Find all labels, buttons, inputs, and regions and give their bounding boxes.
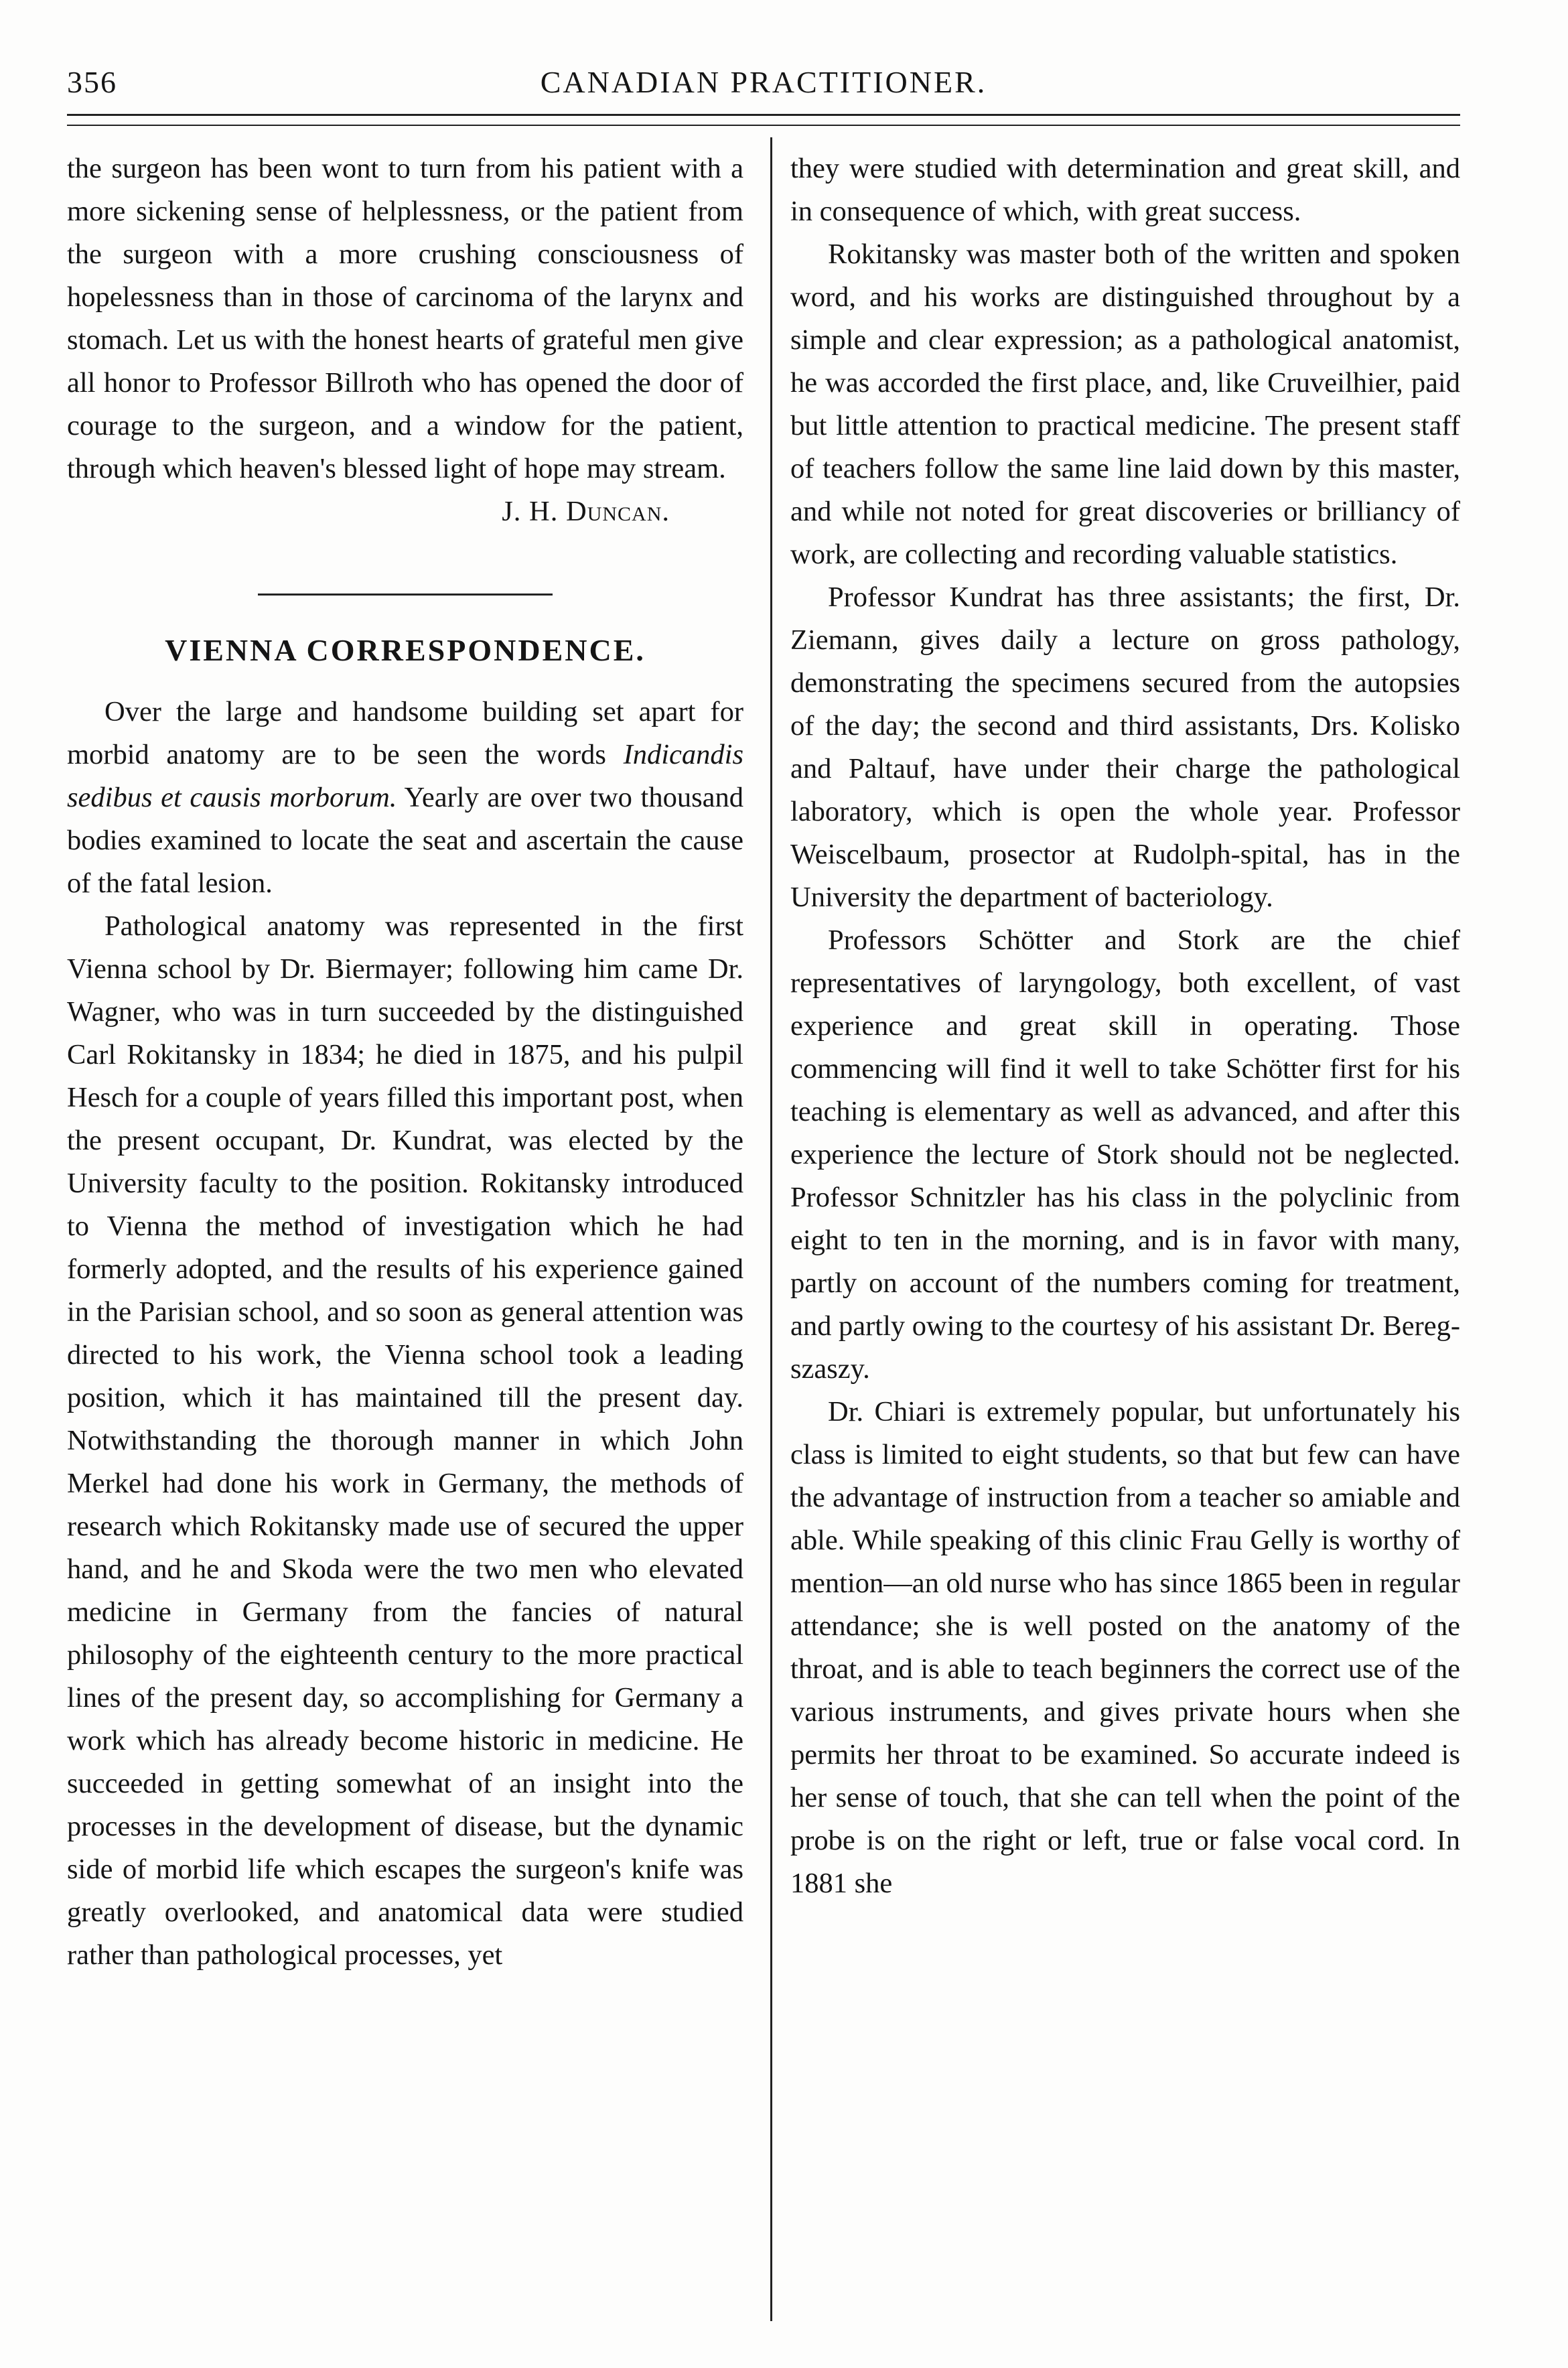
page-number: 356	[67, 65, 117, 99]
running-title: CANADIAN PRACTITIONER.	[540, 65, 987, 99]
signature-surname: Duncan.	[566, 496, 670, 527]
paragraph-continuation: they were studied with determination and great skill, and in consequence of which, with great success.	[790, 153, 1460, 227]
paragraph-morbid-anatomy-building	[67, 691, 743, 905]
left-column	[67, 147, 743, 1977]
paragraph-kundrat-assistants: Professor Kundrat has three assistants; the first, Dr. Ziemann, gives daily a lecture on gross pathology, demonstrating the specimens secured from the autopsies of the day; the second and third assistants, Drs. Kolisko and Paltauf, have under their charge the pathological laboratory, which is open the whole year. Professor Weiscelbaum, prosector at Rudolph-spital, has in the University the department of bacteriology.	[790, 581, 1460, 913]
column-divider	[770, 137, 772, 2321]
right-column	[790, 147, 1460, 1905]
paragraph-laryngology: Professors Schötter and Stork are the chief representatives of laryngology, both excellent, of vast experience and great skill in operating. Those commencing will find it well to take Schötter first for his teaching is elementary as well as advanced, and after this experience the lecture of Stork should not be neglected. Professor Schnitzler has his class in the polyclinic from eight to ten in the morning, and is in favor with many, partly on account of the numbers coming for treatment, and partly owing to the courtesy of his assistant Dr. Bereg-szaszy.	[790, 924, 1460, 1385]
header-rule	[67, 114, 1460, 116]
paragraph-chiari-clinic: Dr. Chiari is extremely popular, but unfortunately his class is limited to eight students, so that but few can have the advantage of instruction from a teacher so amiable and able. While speaking of this clinic Frau Gelly is worthy of mention—an old nurse who has since 1865 been in regular attendance; she is well posted on the anatomy of the throat, and is able to teach beginners the correct use of the various instruments, and gives private hours when she permits her throat to be examined. So accurate indeed is her sense of touch, that she can tell when the point of the probe is on the right or left, true or false vocal cord. In 1881 she	[790, 1396, 1460, 1899]
paragraph-rokitansky: Rokitansky was master both of the written and spoken word, and his works are distinguished throughout by a simple and clear expression; as a pathological anatomist, he was accorded the first place, and, like Cruveilhier, paid but little attention to practical medicine. The present staff of teachers follow the same line laid down by this master, and while not noted for great discoveries or brilliancy of work, are collecting and recording valuable statistics.	[790, 238, 1460, 570]
page-header	[67, 64, 1460, 111]
paragraph-carcinoma-conclusion: the surgeon has been wont to turn from his patient with a more sickening sense of helplessness, or the patient from the surgeon with a more crushing consciousness of hopelessness than in those of carcinoma of the larynx and stomach. Let us with the honest hearts of grateful men give all honor to Professor Billroth who has opened the door of courage to the surgeon, and a window for the patient, through which heaven's blessed light of hope may stream.	[67, 153, 743, 484]
header-rule-secondary	[67, 125, 1460, 126]
section-title: VIENNA CORRESPONDENCE.	[165, 633, 646, 667]
motto-follow: Yearly are over two thousand bodies examined to locate the seat and ascertain the cause of the fatal lesion.	[67, 782, 743, 899]
latin-motto: Indicandis sedibus et causis morborum.	[67, 739, 743, 813]
section-separator	[258, 594, 553, 596]
signature-initials: J. H.	[502, 496, 559, 527]
motto-intro: Over the large and handsome building set apart for morbid anatomy are to be seen the words	[67, 696, 743, 770]
paragraph-pathological-anatomy-history: Pathological anatomy was represented in the first Vienna school by Dr. Biermayer; following him came Dr. Wagner, who was in turn succeeded by the distinguished Carl Rokitansky in 1834; he died in 1875, and his pulpil Hesch for a couple of years filled this important post, when the present occupant, Dr. Kundrat, was elected by the University faculty to the position. Rokitansky introduced to Vienna the method of investigation which he had formerly adopted, and the results of his experience gained in the Parisian school, and so soon as general attention was directed to his work, the Vienna school took a leading position, which it has maintained till the present day. Notwithstanding the thorough manner in which John Merkel had done his work in Germany, the methods of research which Rokitansky made use of secured the upper hand, and he and Skoda were the two men who elevated medicine in Germany from the fancies of natural philosophy of the eighteenth century to the more practical lines of the present day, so accomplishing for Germany a work which has already become historic in medicine. He succeeded in getting somewhat of an insight into the processes in the development of disease, but the dynamic side of morbid life which escapes the surgeon's knife was greatly overlooked, and anatomical data were studied rather than pathological processes, yet	[67, 910, 743, 1971]
author-signature	[67, 490, 743, 533]
